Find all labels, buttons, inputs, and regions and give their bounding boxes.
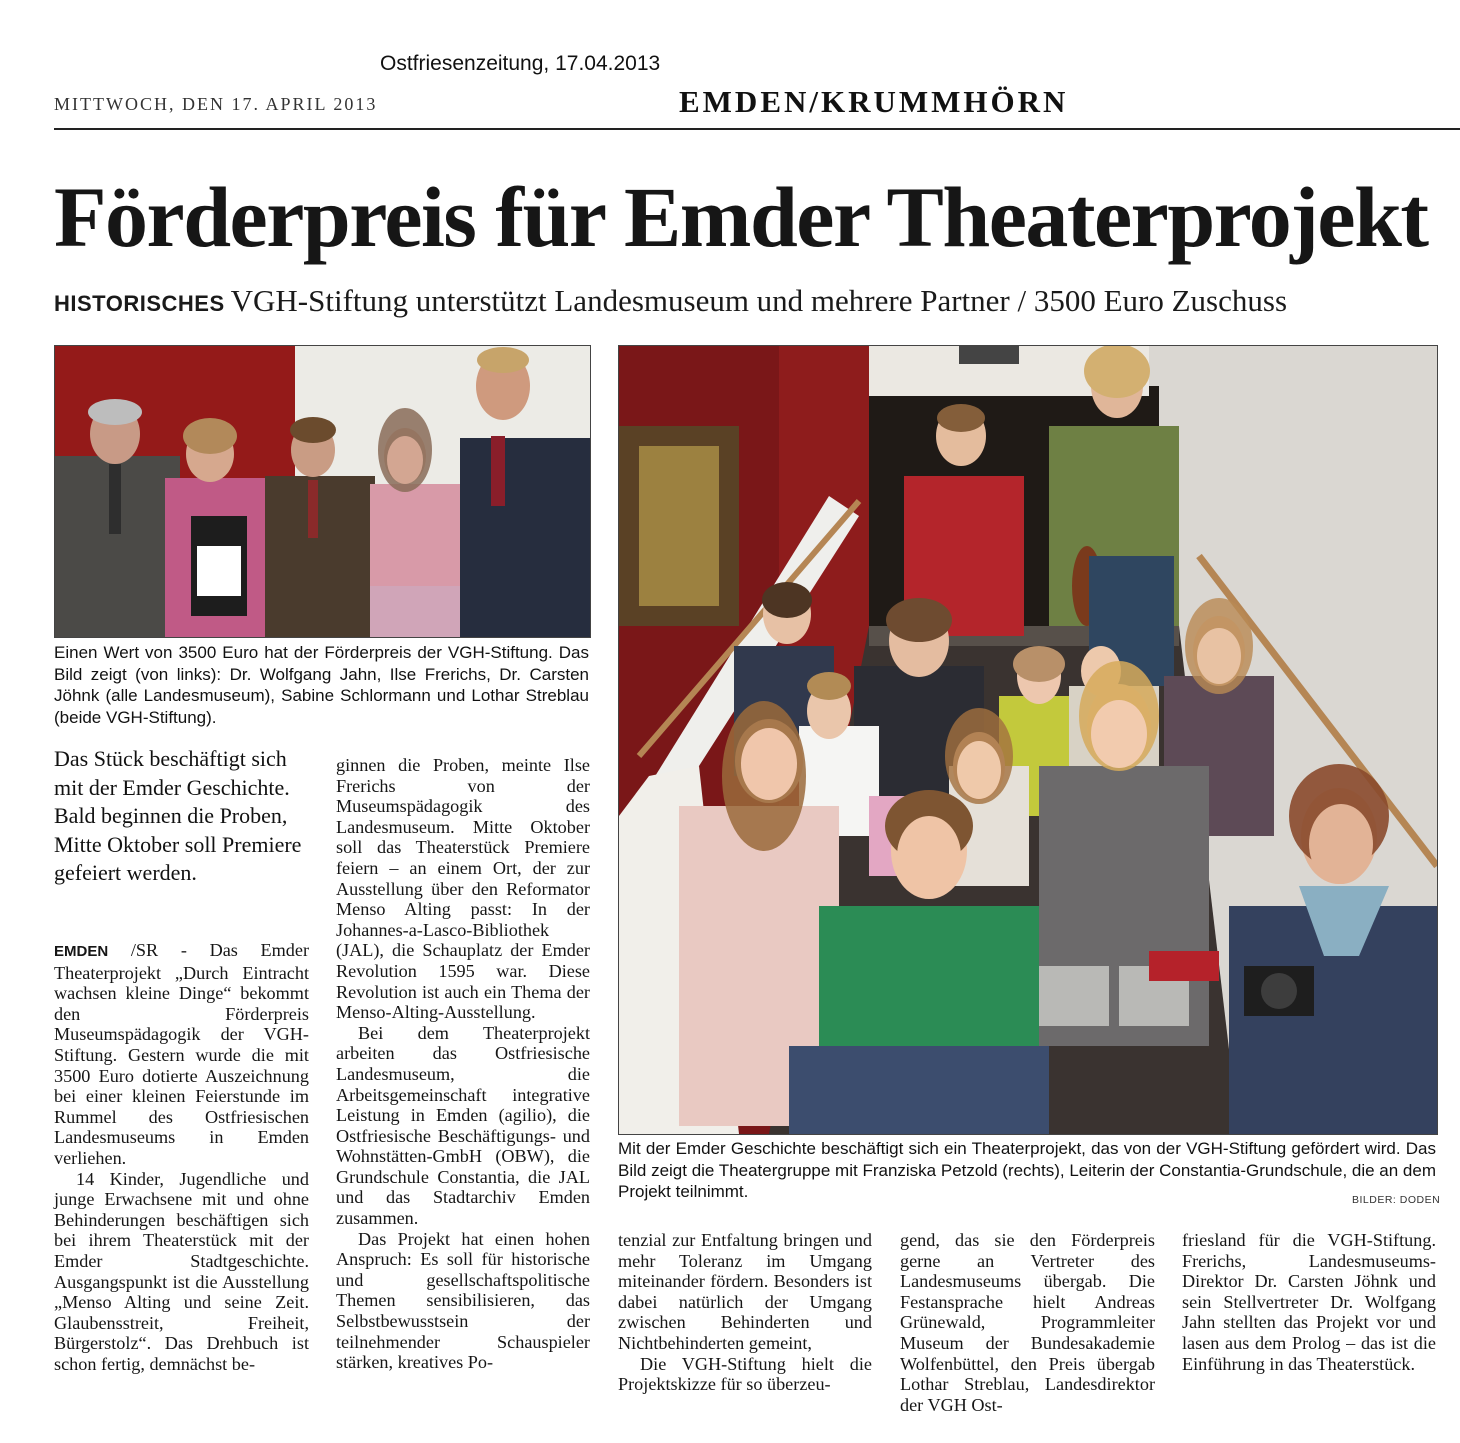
article-column-5 <box>1182 1230 1436 1374</box>
source-note: Ostfriesenzeitung, 17.04.2013 <box>380 52 661 75</box>
headline: Förderpreis für Emder Theaterprojekt <box>54 169 1428 265</box>
header-rule <box>54 128 1460 130</box>
article-col1-p1: /SR - Das Emder Theaterprojekt „Durch Eintracht wachsen kleine Dinge“ bekommt den Förderpreis Museumspädagogik der VGH-Stiftung. Gestern wurde die mit 3500 Euro dotierte Auszeichnung bei einer kleinen Feierstunde im Rummel des Ostfriesischen Landesmuseums in Emden verliehen. <box>54 940 310 1168</box>
kicker: HISTORISCHES <box>54 291 225 316</box>
photo-theater-group <box>618 345 1438 1135</box>
article-column-2 <box>336 755 590 1373</box>
photo-award-caption: Einen Wert von 3500 Euro hat der Förderpreis der VGH-Stiftung. Das Bild zeigt (von links): Dr. Wolfgang Jahn, Ilse Frerichs, Dr. Carsten Jöhnk (alle Landesmuseum), Sabine Schlormann und Lothar Streblau (beide VGH-Stiftung). <box>54 643 589 727</box>
teaser-text: Das Stück beschäftigt sich mit der Emder Geschichte. Bald beginnen die Proben, Mitte Oktober soll Premiere gefeiert werden. <box>54 746 302 885</box>
dateline-place: EMDEN <box>54 943 109 960</box>
photo-credit: BILDER: DODEN <box>1352 1194 1441 1206</box>
section-title: EMDEN/KRUMMHÖRN <box>679 84 1069 119</box>
article-col3-p2: Die VGH-Stiftung hielt die Projektskizze für so überzeu- <box>618 1353 872 1395</box>
article-column-1 <box>54 940 309 1374</box>
article-col2-p1: ginnen die Proben, meinte Ilse Frerichs von der Museumspädagogik des Landesmuseum. Mitte Oktober soll das Theaterstück Premiere feiern – an einem Ort, der zur Ausstellung über den Reformator Menso Alting passt: In der Johannes-a-Lasco-Bibliothek (JAL), die Schauplatz der Emder Revolution 1595 war. Diese Revolution ist auch ein Thema der Menso-Alting-Ausstellung. <box>336 755 590 1023</box>
article-col5-p1: friesland für die VGH-Stiftung. Frerichs, Landesmuseums-Direktor Dr. Carsten Jöhnk und sein Stellvertreter Dr. Wolfgang Jahn stellten das Projekt vor und lasen aus dem Prolog – das ist die Einführung in das Theaterstück. <box>1182 1230 1436 1374</box>
article-col3-p1: tenzial zur Entfaltung bringen und mehr Toleranz im Umgang miteinander fördern. Besonders ist dabei natürlich der Umgang zwischen Behinderten und Nichtbehinderten gemeint, <box>618 1230 872 1353</box>
photo-theater-caption: Mit der Emder Geschichte beschäftigt sich ein Theaterprojekt, das von der VGH-Stiftung gefördert wird. Das Bild zeigt die Theatergruppe mit Franziska Petzold (rechts), Leiterin der Constantia-Grundschule, die an dem Projekt teilnimmt. <box>618 1139 1436 1201</box>
subheadline: VGH-Stiftung unterstützt Landesmuseum und mehrere Partner / 3500 Euro Zuschuss <box>230 283 1288 318</box>
article-column-3 <box>618 1230 872 1395</box>
article-col4-p1: gend, das sie den Förderpreis gerne an Vertreter des Landesmuseums übergab. Die Festansprache hielt Andreas Grünewald, Programmleiter Museum der Bundesakademie Wolfenbüttel, den Preis übergab Lothar Streblau, Landesdirektor der VGH Ost- <box>900 1230 1155 1415</box>
article-col2-p2: Bei dem Theaterprojekt arbeiten das Ostfriesische Landesmuseum, die Arbeitsgemeinschaft integrative Leistung in Emden (agilio), die Ostfriesische Beschäftigungs- und Wohnstätten-GmbH (OBW), die Grundschule Constantia, die JAL und das Stadtarchiv Emden zusammen. <box>336 1022 590 1229</box>
article-col1-p2: 14 Kinder, Jugendliche und junge Erwachsene mit und ohne Behinderungen beschäftigen sich bei ihrem Theaterstück mit der Emder Stadtgeschichte. Ausgangspunkt ist die Ausstellung „Menso Alting und seine Zeit. Glaubensstreit, Freiheit, Bürgerstolz“. Das Drehbuch ist schon fertig, demnächst be- <box>54 1168 309 1374</box>
photo-award-group <box>54 345 591 638</box>
article-col2-p3: Das Projekt hat einen hohen Anspruch: Es soll für historische und gesellschaftspolitische Themen sensibilisieren, das Selbstbewusstsein der teilnehmender Schauspieler stärken, kreatives Po- <box>336 1228 590 1373</box>
article-column-4 <box>900 1230 1155 1415</box>
dateline: MITTWOCH, DEN 17. APRIL 2013 <box>54 94 378 114</box>
subheadline-line <box>54 283 1287 319</box>
